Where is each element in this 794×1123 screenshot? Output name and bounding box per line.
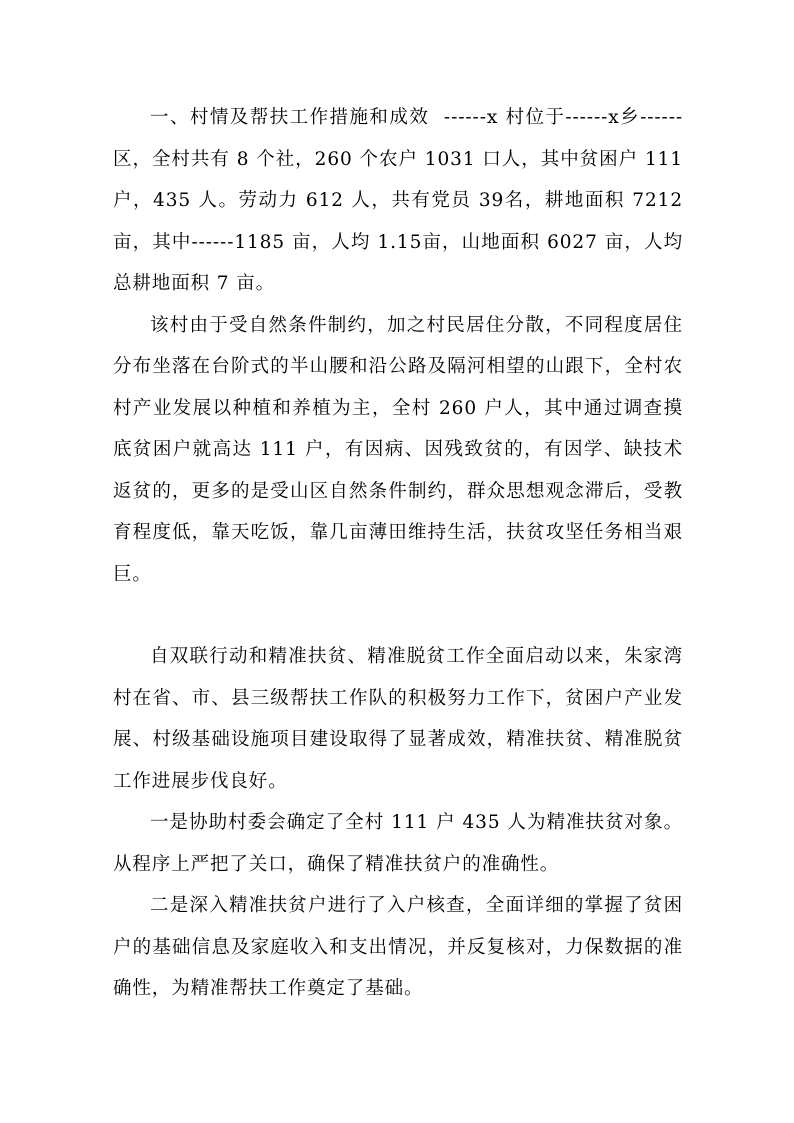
paragraph-spacer [113, 595, 683, 636]
document-page [113, 97, 690, 1010]
paragraph-natural-conditions: 该村由于受自然条件制约，加之村民居住分散，不同程度居住分布坐落在台阶式的半山腰和沿公路及隔河相望的山跟下，全村农村产业发展以种植和养植为主，全村 260 户人，其中通过调查摸底贫困户就高达 111 户，有因病、因残致贫的，有因学、缺技术返贫的，更多的是受山区自然条件制约，群众思想观念滞后，受教育程度低，靠天吃饭，靠几亩薄田维持生活，扶贫攻坚任务相当艰巨。 [113, 314, 683, 585]
paragraph-measure-two: 二是深入精准扶贫户进行了入户核查，全面详细的掌握了贫困户的基础信息及家庭收入和支出情况，并反复核对，力保数据的准确性，为精准帮扶工作奠定了基础。 [113, 895, 683, 999]
paragraph-measure-one: 一是协助村委会确定了全村 111 户 435 人为精准扶贫对象。从程序上严把了关口，确保了精准扶贫户的准确性。 [113, 812, 683, 875]
paragraph-poverty-alleviation-progress: 自双联行动和精准扶贫、精准脱贫工作全面启动以来，朱家湾村在省、市、县三级帮扶工作队的积极努力工作下，贫困户产业发展、村级基础设施项目建设取得了显著成效，精准扶贫、精准脱贫工作进展步伐良好。 [113, 646, 683, 792]
paragraph-village-overview: 一、村情及帮扶工作措施和成效 ------x 村位于------x乡------区，全村共有 8 个社，260 个农户 1031 口人，其中贫困户 111 户，435 人。劳动力 612 人，共有党员 39名，耕地面积 7212 亩，其中------1185 亩，人均 1.15亩，山地面积 6027 亩，人均总耕地面积 7 亩。 [113, 107, 690, 294]
